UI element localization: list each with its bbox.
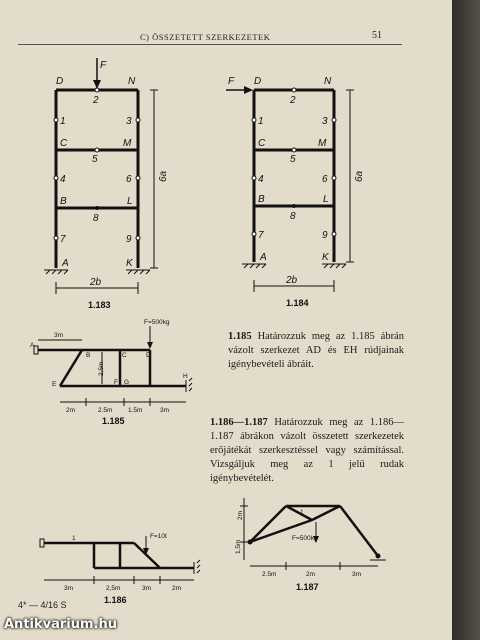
svg-text:1: 1 [60,116,66,127]
svg-text:7: 7 [60,234,66,245]
svg-text:2,5m: 2,5m [98,361,105,376]
svg-text:N: N [324,76,332,87]
svg-text:F=10t: F=10t [150,533,167,540]
svg-text:4: 4 [60,174,66,185]
svg-text:3: 3 [126,116,132,127]
svg-text:2: 2 [290,95,296,106]
svg-text:B: B [258,194,265,205]
svg-text:6a: 6a [354,170,365,182]
svg-text:D: D [254,76,262,87]
svg-text:3m: 3m [54,332,64,339]
svg-text:2m: 2m [66,407,76,414]
svg-text:M: M [318,138,327,149]
svg-text:F=500kg: F=500kg [292,535,318,542]
svg-text:2m: 2m [172,585,182,592]
svg-text:L: L [127,196,133,207]
problem-number: 1.186—1.187 [210,417,268,428]
caption-1-183: 1.183 [88,300,111,310]
svg-text:6: 6 [126,174,132,185]
svg-text:8: 8 [93,213,99,224]
problem-number: 1.185 [228,331,252,342]
svg-text:5: 5 [92,154,98,165]
svg-text:F: F [114,379,118,386]
svg-text:C: C [60,138,68,149]
svg-text:D: D [56,76,64,87]
problem-text: Határozzuk meg az 1.186—1.187 ábrákon vázolt összetett szerkezetek erőjátékát szerkesztéssel vagy számítással. Vizsgáljuk meg az 1 jelű rudak igénybevételét. [210,417,405,484]
svg-text:3m: 3m [352,571,362,578]
svg-text:A: A [30,342,35,349]
svg-text:2b: 2b [286,275,298,286]
svg-text:2: 2 [93,95,99,106]
problem-1-186-1-187 [210,416,404,486]
svg-text:1: 1 [72,535,76,542]
signature-mark: 4* — 4/16 S [18,600,67,610]
svg-text:2b: 2b [90,277,102,288]
svg-text:2.5m: 2.5m [98,407,113,414]
svg-text:K: K [322,252,329,263]
svg-text:2,5m: 2,5m [106,585,121,592]
svg-text:B: B [60,196,67,207]
svg-text:M: M [123,138,132,149]
svg-text:9: 9 [322,230,328,241]
watermark: Antikvarium.hu [4,617,117,632]
svg-text:8: 8 [290,211,296,222]
caption-1-186: 1.186 [104,595,127,605]
svg-text:F=500kg: F=500kg [144,319,170,326]
book-spine [452,0,480,640]
page-number: 51 [372,30,382,41]
svg-text:7: 7 [258,230,264,241]
svg-text:5: 5 [290,154,296,165]
svg-text:6: 6 [322,174,328,185]
svg-text:2m: 2m [237,510,244,520]
svg-text:D: D [146,352,151,359]
svg-text:A: A [260,252,267,263]
svg-text:2m: 2m [306,571,316,578]
svg-text:F: F [228,76,235,87]
svg-text:2.5m: 2.5m [262,571,277,578]
svg-text:B: B [86,352,91,359]
svg-text:3m: 3m [64,585,74,592]
svg-text:F: F [100,60,107,71]
svg-text:9: 9 [126,234,132,245]
svg-text:H: H [183,373,188,380]
problem-text: Határozzuk meg az 1.185 ábrán vázolt szerkezet AD és EH rúdjainak igénybevételi ábráit. [228,331,405,370]
svg-text:1.5m: 1.5m [128,407,143,414]
svg-text:3m: 3m [142,585,152,592]
svg-text:4: 4 [258,174,264,185]
problem-1-185 [228,330,404,372]
svg-text:3: 3 [322,116,328,127]
svg-text:G: G [124,379,130,386]
svg-text:K: K [126,258,133,269]
running-header: C) ÖSSZETETT SZERKEZETEK [140,32,271,42]
svg-text:6a: 6a [158,170,169,182]
svg-text:1: 1 [258,116,264,127]
svg-text:E: E [52,381,57,388]
svg-text:L: L [323,194,329,205]
svg-text:N: N [128,76,136,87]
svg-text:1: 1 [300,509,304,516]
svg-text:3m: 3m [160,407,170,414]
svg-text:C: C [258,138,266,149]
caption-1-185: 1.185 [102,416,125,426]
svg-text:1,5m: 1,5m [235,539,242,554]
caption-1-184: 1.184 [286,298,309,308]
svg-text:A: A [62,258,69,269]
svg-text:C: C [122,352,127,359]
caption-1-187: 1.187 [296,582,319,592]
